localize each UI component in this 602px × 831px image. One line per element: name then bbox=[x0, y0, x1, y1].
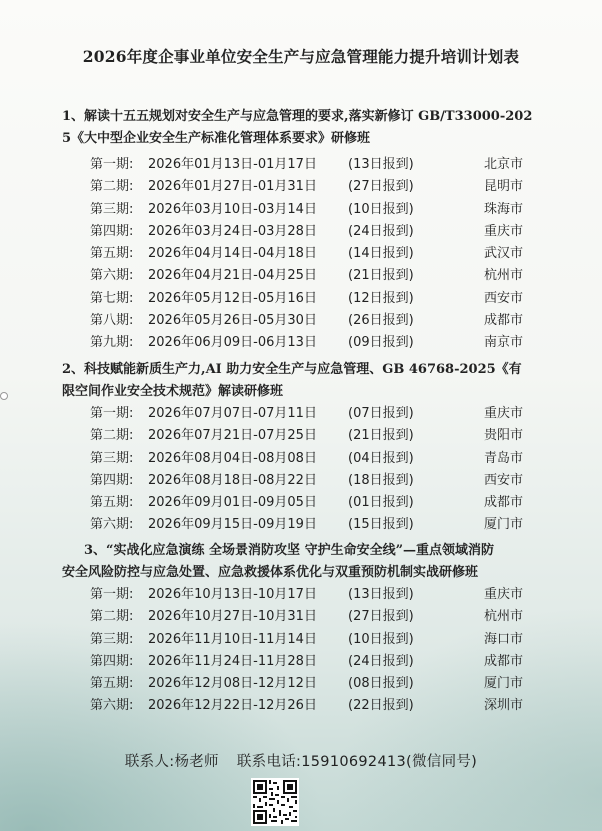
date-range: 2026年11月24日-11月28日 bbox=[148, 653, 317, 669]
phase-label: 第四期: bbox=[90, 653, 134, 669]
schedule-row bbox=[90, 403, 523, 425]
city: 珠海市 bbox=[484, 201, 524, 217]
report-date: (15日报到) bbox=[348, 517, 414, 533]
report-date: (10日报到) bbox=[348, 201, 414, 217]
schedule-row bbox=[90, 243, 523, 265]
section-heading-line: 2、科技赋能新质生产力,AI 助力安全生产与应急管理、GB 46768-2025《有 bbox=[62, 362, 522, 377]
date-range: 2026年09月01日-09月05日 bbox=[148, 495, 317, 511]
schedule-row bbox=[90, 448, 523, 470]
report-date: (26日报到) bbox=[348, 313, 414, 329]
city: 成都市 bbox=[484, 495, 524, 511]
city: 重庆市 bbox=[484, 223, 524, 239]
report-date: (24日报到) bbox=[348, 223, 414, 239]
report-date: (18日报到) bbox=[348, 472, 414, 488]
city: 昆明市 bbox=[484, 179, 524, 195]
date-range: 2026年07月07日-07月11日 bbox=[148, 406, 317, 421]
date-range: 2026年12月22日-12月26日 bbox=[148, 698, 317, 714]
phase-label: 第五期: bbox=[90, 676, 134, 692]
phase-label: 第二期: bbox=[90, 428, 134, 444]
date-range: 2026年10月27日-10月31日 bbox=[148, 609, 317, 625]
section-heading-line: 安全风险防控与应急处置、应急救援体系优化与双重预防机制实战研修班 bbox=[62, 565, 479, 580]
section-1-schedule bbox=[90, 154, 523, 355]
phase-label: 第六期: bbox=[90, 517, 134, 533]
city: 青岛市 bbox=[484, 450, 524, 466]
date-range: 2026年05月26日-05月30日 bbox=[148, 313, 317, 329]
date-range: 2026年06月09日-06月13日 bbox=[148, 335, 317, 351]
report-date: (07日报到) bbox=[348, 406, 414, 421]
phase-label: 第九期: bbox=[90, 335, 134, 351]
date-range: 2026年03月10日-03月14日 bbox=[148, 201, 317, 217]
report-date: (01日报到) bbox=[348, 495, 414, 511]
city: 西安市 bbox=[484, 472, 524, 488]
date-range: 2026年10月13日-10月17日 bbox=[148, 587, 317, 602]
report-date: (12日报到) bbox=[348, 290, 414, 306]
report-date: (21日报到) bbox=[348, 428, 414, 444]
schedule-row bbox=[90, 629, 523, 651]
schedule-row bbox=[90, 199, 523, 221]
city: 北京市 bbox=[484, 157, 524, 172]
city: 重庆市 bbox=[484, 587, 524, 602]
phase-label: 第二期: bbox=[90, 179, 134, 195]
section-2-schedule bbox=[90, 403, 523, 537]
schedule-row bbox=[90, 221, 523, 243]
section-2-heading bbox=[62, 359, 550, 403]
date-range: 2026年12月08日-12月12日 bbox=[148, 676, 317, 692]
section-heading-line: 1、解读十五五规划对安全生产与应急管理的要求,落实新修订 GB/T33000-202 bbox=[62, 109, 533, 124]
city: 武汉市 bbox=[484, 246, 524, 262]
date-range: 2026年01月13日-01月17日 bbox=[148, 157, 317, 172]
schedule-row bbox=[90, 176, 523, 198]
date-range: 2026年11月10日-11月14日 bbox=[148, 631, 317, 647]
schedule-row bbox=[90, 695, 523, 717]
report-date: (08日报到) bbox=[348, 676, 414, 692]
city: 重庆市 bbox=[484, 406, 524, 421]
contact-phone: 联系电话:15910692413(微信同号) bbox=[236, 754, 478, 770]
city: 厦门市 bbox=[484, 517, 524, 533]
phase-label: 第八期: bbox=[90, 313, 134, 329]
date-range: 2026年09月15日-09月19日 bbox=[148, 517, 317, 533]
report-date: (27日报到) bbox=[348, 179, 414, 195]
report-date: (24日报到) bbox=[348, 653, 414, 669]
schedule-row bbox=[90, 265, 523, 287]
city: 西安市 bbox=[484, 290, 524, 306]
city: 南京市 bbox=[484, 335, 524, 351]
phase-label: 第三期: bbox=[90, 631, 134, 647]
schedule-row bbox=[90, 288, 523, 310]
section-1-heading bbox=[62, 106, 550, 150]
phase-label: 第六期: bbox=[90, 268, 134, 284]
date-range: 2026年04月21日-04月25日 bbox=[148, 268, 317, 284]
city: 厦门市 bbox=[484, 676, 524, 692]
phase-label: 第四期: bbox=[90, 223, 134, 239]
report-date: (10日报到) bbox=[348, 631, 414, 647]
report-date: (14日报到) bbox=[348, 246, 414, 262]
city: 深圳市 bbox=[484, 698, 524, 714]
report-date: (09日报到) bbox=[348, 335, 414, 351]
schedule-row bbox=[90, 673, 523, 695]
report-date: (22日报到) bbox=[348, 698, 414, 714]
qr-code-icon[interactable] bbox=[251, 778, 299, 826]
phase-label: 第五期: bbox=[90, 246, 134, 262]
contact-person: 联系人:杨老师 bbox=[124, 754, 219, 770]
report-date: (04日报到) bbox=[348, 450, 414, 466]
report-date: (27日报到) bbox=[348, 609, 414, 625]
phase-label: 第一期: bbox=[90, 157, 134, 172]
schedule-row bbox=[90, 310, 523, 332]
date-range: 2026年05月12日-05月16日 bbox=[148, 290, 317, 306]
phase-label: 第一期: bbox=[90, 406, 134, 421]
section-heading-line: 5《大中型企业安全生产标准化管理体系要求》研修班 bbox=[62, 131, 371, 146]
phase-label: 第五期: bbox=[90, 495, 134, 511]
report-date: (13日报到) bbox=[348, 587, 414, 602]
schedule-row bbox=[90, 584, 523, 606]
section-3-schedule bbox=[90, 584, 523, 718]
phase-label: 第七期: bbox=[90, 290, 134, 306]
schedule-row bbox=[90, 332, 523, 354]
phase-label: 第一期: bbox=[90, 587, 134, 602]
report-date: (21日报到) bbox=[348, 268, 414, 284]
section-3-heading bbox=[62, 540, 550, 584]
schedule-row bbox=[90, 492, 523, 514]
date-range: 2026年01月27日-01月31日 bbox=[148, 179, 317, 195]
schedule-row bbox=[90, 470, 523, 492]
scroll-marker-icon bbox=[0, 392, 8, 400]
schedule-row bbox=[90, 651, 523, 673]
section-heading-line: 限空间作业安全技术规范》解读研修班 bbox=[62, 384, 284, 399]
schedule-row bbox=[90, 425, 523, 447]
city: 成都市 bbox=[484, 653, 524, 669]
city: 杭州市 bbox=[484, 268, 524, 284]
page-title: 2026年度企事业单位安全生产与应急管理能力提升培训计划表 bbox=[82, 47, 520, 66]
schedule-row bbox=[90, 514, 523, 536]
phase-label: 第三期: bbox=[90, 450, 134, 466]
date-range: 2026年03月24日-03月28日 bbox=[148, 223, 317, 239]
report-date: (13日报到) bbox=[348, 157, 414, 172]
section-heading-line: 3、“实战化应急演练 全场景消防攻坚 守护生命安全线”—重点领域消防 bbox=[84, 543, 495, 558]
date-range: 2026年07月21日-07月25日 bbox=[148, 428, 317, 444]
date-range: 2026年08月04日-08月08日 bbox=[148, 450, 317, 466]
city: 杭州市 bbox=[484, 609, 524, 625]
city: 贵阳市 bbox=[484, 428, 524, 444]
phase-label: 第六期: bbox=[90, 698, 134, 714]
city: 成都市 bbox=[484, 313, 524, 329]
phase-label: 第二期: bbox=[90, 609, 134, 625]
city: 海口市 bbox=[484, 631, 524, 647]
date-range: 2026年04月14日-04月18日 bbox=[148, 246, 317, 262]
phase-label: 第四期: bbox=[90, 472, 134, 488]
phase-label: 第三期: bbox=[90, 201, 134, 217]
schedule-row bbox=[90, 154, 523, 176]
contact-info bbox=[0, 750, 602, 771]
date-range: 2026年08月18日-08月22日 bbox=[148, 472, 317, 488]
schedule-row bbox=[90, 606, 523, 628]
